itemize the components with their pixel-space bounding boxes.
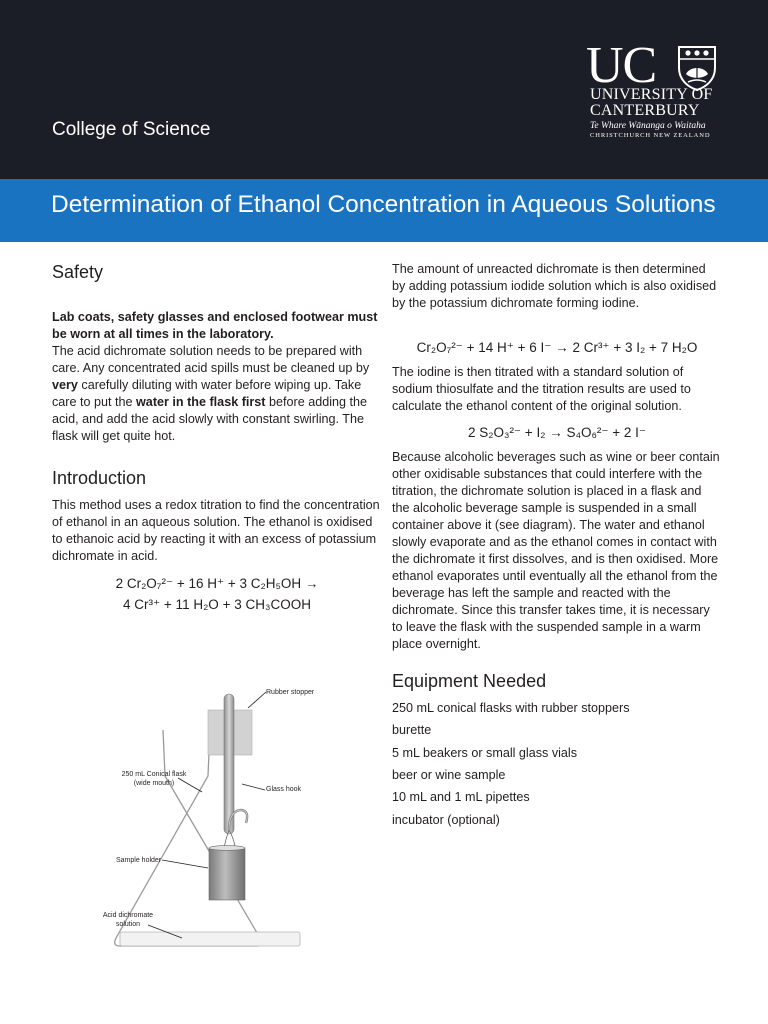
equation-2: Cr₂O₇²⁻ + 14 H⁺ + 6 I⁻ → 2 Cr³⁺ + 3 I₂ + 7 H₂O — [416, 340, 698, 355]
logo-line2: CANTERBURY — [590, 102, 700, 119]
equipment-item: 10 mL and 1 mL pipettes — [392, 790, 530, 804]
logo-city: CHRISTCHURCH NEW ZEALAND — [590, 132, 711, 139]
right-paragraph-3: Because alcoholic beverages such as wine or beer contain other oxidisable substances that could interfere with the titration, the dichromate solution is placed in a flask and the alcoholic beverage sample is suspended in a small container above it (see diagram). The water and ethanol slowly evaporate and as the ethanol comes in contact with the dichromate it first dissolves, and is then oxidised. More ethanol evaporates until eventually all the ethanol from the beverage has left the sample and reacted with the dichromate. Since this transfer takes time, it is necessary to leave the flask with the suspended sample in a warm place overnight. — [392, 450, 720, 651]
label-rubber-stopper: Rubber stopper — [266, 689, 315, 696]
logo-line1: UNIVERSITY OF — [590, 86, 713, 103]
equipment-item: burette — [392, 723, 432, 737]
college-name: College of Science — [52, 119, 211, 140]
page-title: Determination of Ethanol Concentration in Aqueous Solutions — [51, 191, 716, 218]
flask-diagram — [90, 680, 330, 960]
introduction-text: This method uses a redox titration to find the concentration of ethanol in an aqueous solution. The ethanol is oxidised to ethanoic acid by reacting it with an excess of potassium dichromate in acid. — [52, 498, 380, 563]
right-paragraph-1: The amount of unreacted dichromate is then determined by adding potassium iodide solution which is also oxidised by the potassium dichromate forming iodine. — [392, 262, 717, 310]
equipment-item: 250 mL conical flasks with rubber stoppers — [392, 701, 630, 715]
label-sample-holder: Sample holder — [116, 857, 162, 864]
right-paragraph-2: The iodine is then titrated with a standard solution of sodium thiosulfate and the titration results are used to calculate the ethanol content of the original solution. — [392, 365, 691, 413]
equation-3: 2 S₂O₃²⁻ + I₂ → S₄O₆²⁻ + 2 I⁻ — [467, 425, 647, 440]
safety-p1: The acid dichromate solution needs to be prepared with care. Any concentrated acid spills must be cleaned up by — [52, 344, 370, 375]
title-banner — [0, 179, 768, 242]
equipment-item: beer or wine sample — [392, 768, 506, 782]
label-glass-hook: Glass hook — [266, 786, 302, 793]
equipment-item: incubator (optional) — [392, 813, 500, 827]
safety-bold-intro: Lab coats, safety glasses and enclosed footwear must be worn at all times in the laboratory. — [52, 310, 378, 341]
introduction-heading: Introduction — [52, 468, 147, 488]
equation-1-line-2: 4 Cr³⁺ + 11 H₂O + 3 CH₃COOH — [123, 597, 311, 612]
safety-water-first: water in the flask first — [136, 395, 266, 409]
safety-p3: before adding the acid, and add the acid slowly with constant swirling. The flask will get quite hot. — [52, 395, 368, 443]
label-acid-dichromate: Acid dichromate solution — [102, 912, 154, 928]
safety-heading: Safety — [52, 262, 104, 282]
equipment-heading: Equipment Needed — [392, 671, 547, 691]
safety-text — [52, 309, 382, 445]
label-conical-flask: 250 mL Conical flask (wide mouth) — [121, 771, 187, 787]
header — [0, 0, 768, 179]
logo-uc: UC — [586, 37, 657, 94]
equipment-item: 5 mL beakers or small glass vials — [392, 746, 578, 760]
safety-p2: carefully diluting with water before wiping up. Take care to put the — [52, 378, 362, 409]
crest-icon — [676, 44, 718, 92]
logo-maori-name: Te Whare Wānanga o Waitaha — [590, 121, 706, 131]
equation-1-line-1: 2 Cr₂O₇²⁻ + 16 H⁺ + 3 C₂H₅OH → — [115, 576, 319, 591]
safety-very: very — [52, 378, 78, 392]
